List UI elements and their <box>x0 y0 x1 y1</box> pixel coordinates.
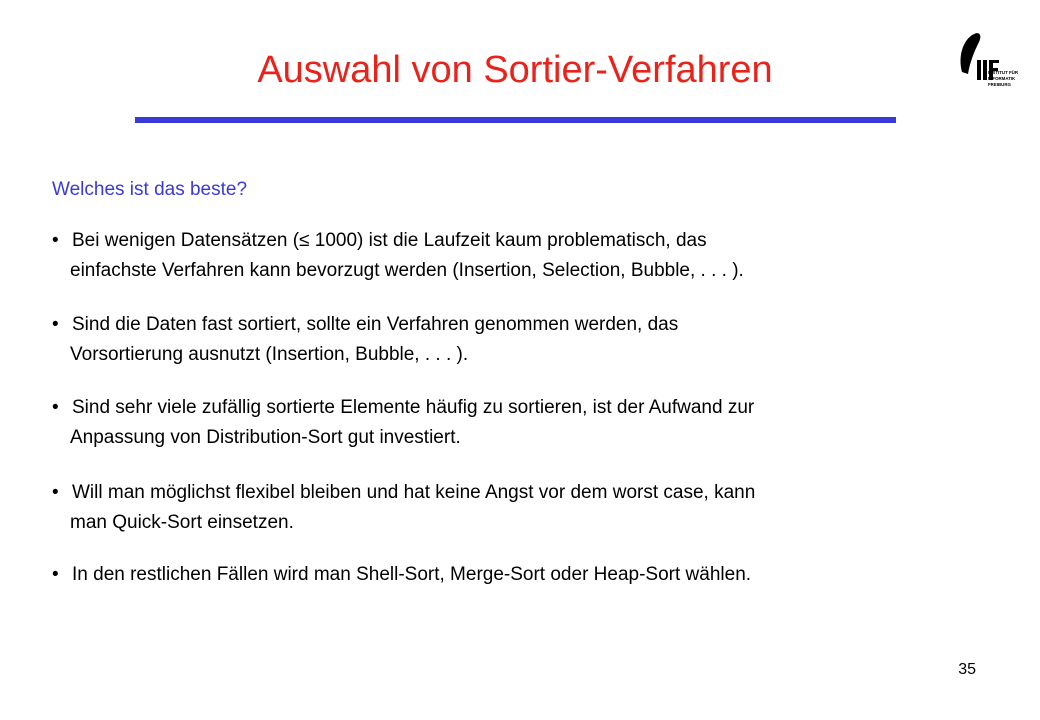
logo-line-2: INFORMATIK <box>988 76 1016 81</box>
bullet-item <box>52 310 952 370</box>
bullet-line <box>52 478 952 508</box>
logo-bar-2 <box>983 60 987 80</box>
logo-bar-1 <box>977 60 981 80</box>
bullet-continuation: Anpassung von Distribution-Sort gut investiert. <box>70 427 461 448</box>
bullet-dot: • <box>52 230 59 251</box>
bullet-continuation: einfachste Verfahren kann bevorzugt werden (Insertion, Selection, Bubble, . . . ). <box>70 260 744 281</box>
bullet-dot: • <box>52 564 59 585</box>
intro-question: Welches ist das beste? <box>52 179 248 200</box>
slide-title: Auswahl von Sortier-Verfahren <box>257 49 773 91</box>
bullet-line <box>52 560 952 590</box>
logo-line-3: FREIBURG <box>988 82 1011 87</box>
bullet-dot: • <box>52 482 59 503</box>
bullet-text: Sind die Daten fast sortiert, sollte ein Verfahren genommen werden, das <box>72 314 679 335</box>
bullet-dot: • <box>52 397 59 418</box>
bullet-item <box>52 478 952 538</box>
bullet-item <box>52 226 952 286</box>
title-underline <box>135 117 896 123</box>
bullet-text: Sind sehr viele zufällig sortierte Elemente häufig zu sortieren, ist der Aufwand zur <box>72 397 755 418</box>
bullet-line <box>52 393 952 423</box>
iif-logo <box>952 28 1022 90</box>
logo-line-1: INSTITUT FÜR <box>988 70 1018 75</box>
page-number: 35 <box>958 661 976 678</box>
bullet-dot: • <box>52 314 59 335</box>
bullet-text: Will man möglichst flexibel bleiben und hat keine Angst vor dem worst case, kann <box>72 482 756 503</box>
bullet-line <box>52 226 952 256</box>
bullet-item <box>52 560 952 590</box>
bullet-continuation: man Quick-Sort einsetzen. <box>70 512 294 533</box>
bullet-line <box>52 310 952 340</box>
bullet-text: In den restlichen Fällen wird man Shell-Sort, Merge-Sort oder Heap-Sort wählen. <box>72 564 752 585</box>
bullet-continuation: Vorsortierung ausnutzt (Insertion, Bubble, . . . ). <box>70 344 469 365</box>
bullet-item <box>52 393 952 453</box>
bullet-text: Bei wenigen Datensätzen (≤ 1000) ist die Laufzeit kaum problematisch, das <box>72 230 707 251</box>
